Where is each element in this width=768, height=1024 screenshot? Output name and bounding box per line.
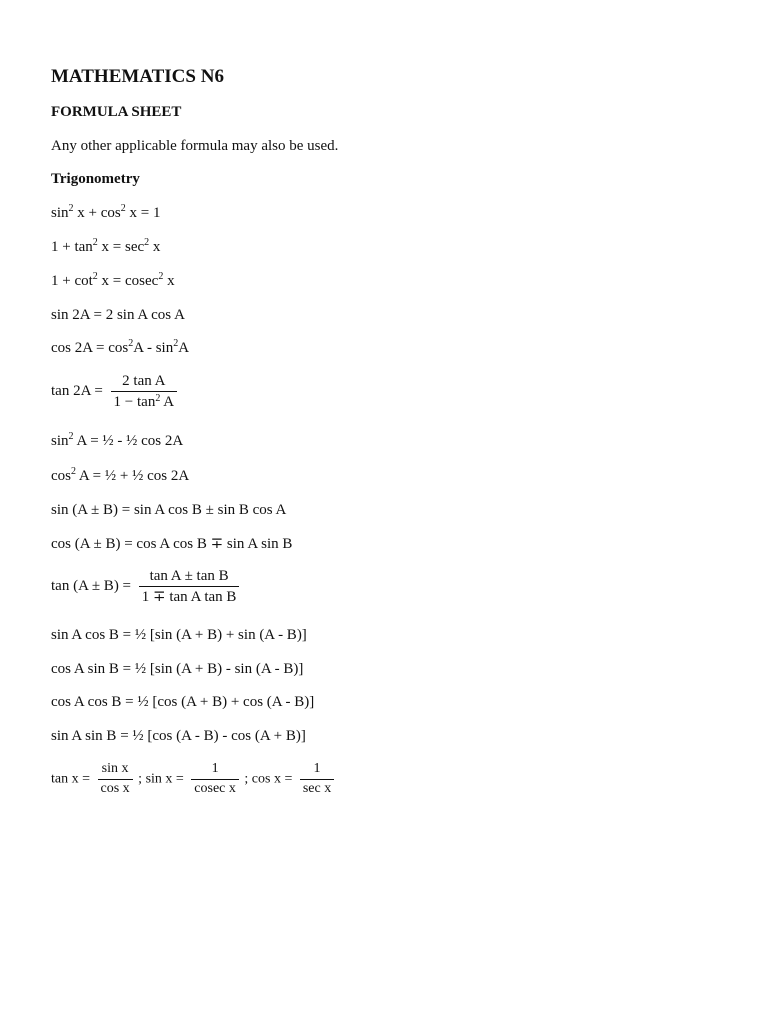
formula-cos-sum-difference <box>51 535 292 553</box>
fraction-denominator: cosec x <box>194 780 236 796</box>
formula-lhs: tan 2A = <box>51 382 103 399</box>
fraction <box>139 567 240 606</box>
formula-lhs: tan x = <box>51 771 90 787</box>
formula-cot-cosec-identity <box>51 272 175 290</box>
formula-tan-sec-identity <box>51 238 160 256</box>
formula-cos-squared-half-angle <box>51 467 189 485</box>
section-heading-trigonometry: Trigonometry <box>51 171 140 187</box>
formula-pythagorean-identity <box>51 204 160 222</box>
formula-lhs: sin x = <box>145 771 184 787</box>
formula-cos-double-angle <box>51 339 189 357</box>
formula-text: cos (A ± B) = cos A cos B ∓ sin A sin B <box>51 536 293 552</box>
fraction-numerator: sin x <box>98 761 133 780</box>
formula-text: sin A cos B = ½ [sin (A + B) + sin (A - B)] <box>51 627 307 643</box>
formula-sin-double-angle <box>51 306 185 324</box>
document-title: MATHEMATICS N6 <box>51 66 224 87</box>
formula-text: $\cos 2A = \cos^2A - \sin^2A$ <box>51 338 190 356</box>
formula-lhs: tan (A ± B) = <box>51 577 132 594</box>
formula-lhs: cos x = <box>251 771 293 787</box>
fraction <box>191 761 239 798</box>
formula-sin-sum-difference <box>51 501 286 519</box>
document-subtitle: FORMULA SHEET <box>51 104 182 120</box>
fraction <box>111 372 178 411</box>
formula-text: $\sin^2 x + \cos^2 x = 1$ <box>51 203 161 221</box>
fraction-numerator: tan A ± tan B <box>139 567 240 587</box>
formula-text: sin A sin B = ½ [cos (A - B) - cos (A + B)] <box>51 728 306 744</box>
formula-text: $1 + \tan^2 x = \sec^2 x$ <box>51 237 161 255</box>
fraction-denominator: $1 - \tan^2 A$ <box>113 393 175 410</box>
formula-text: sin 2A = 2 sin A cos A <box>51 307 185 323</box>
separator: ; <box>244 771 249 787</box>
fraction <box>300 761 334 798</box>
formula-text: cos A sin B = ½ [sin (A + B) - sin (A - B)] <box>51 661 304 677</box>
formula-tan-sum-difference <box>51 567 241 606</box>
fraction-numerator: 2 tan A <box>111 372 178 392</box>
formula-product-cos-sin <box>51 660 303 678</box>
formula-text: cos A cos B = ½ [cos (A + B) + cos (A - B)] <box>51 694 315 710</box>
formula-text: $1 + \cot^2 x = cosec^2$ x <box>51 271 175 289</box>
formula-text: $\sin^2 A$ = ½ - ½ cos 2A <box>51 431 184 449</box>
formula-text: $\cos^2 A$ = ½ + ½ cos 2A <box>51 466 190 484</box>
formula-product-sin-cos <box>51 626 307 644</box>
formula-text: sin (A ± B) = sin A cos B ± sin B cos A <box>51 502 287 518</box>
formula-reciprocal-identities <box>51 761 336 798</box>
fraction-denominator: cos x <box>100 780 130 796</box>
fraction-numerator: 1 <box>191 761 239 780</box>
formula-product-sin-sin <box>51 727 306 745</box>
document-note: Any other applicable formula may also be used. <box>51 138 339 154</box>
fraction-numerator: 1 <box>300 761 334 780</box>
fraction-denominator: 1 ∓ tan A tan B <box>141 589 237 605</box>
separator: ; <box>138 771 143 787</box>
formula-tan-double-angle <box>51 372 179 411</box>
formula-sin-squared-half-angle <box>51 432 183 450</box>
fraction <box>98 761 133 798</box>
formula-product-cos-cos <box>51 693 314 711</box>
fraction-denominator: sec x <box>302 780 332 796</box>
